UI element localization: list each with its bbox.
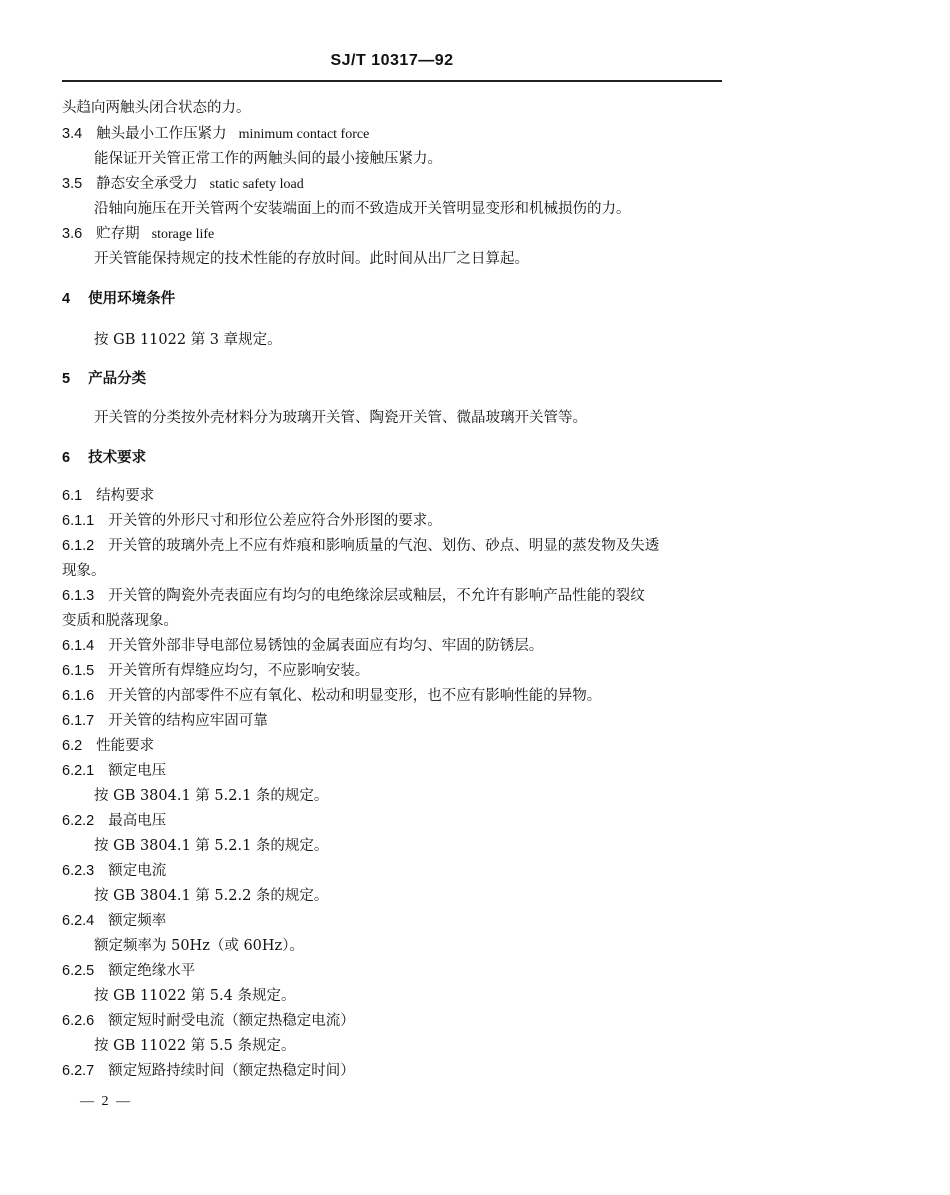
clause-number: 6.2.4 — [62, 913, 95, 929]
clause-6-2-4-body: 额定频率为 50Hz（或 60Hz）。 — [94, 938, 304, 954]
clause-6-1-2 — [62, 536, 659, 556]
clause-number: 6.1.5 — [62, 663, 95, 679]
section-5-body: 开关管的分类按外壳材料分为玻璃开关管、陶瓷开关管、微晶玻璃开关管等。 — [94, 410, 587, 426]
clause-number: 6.1.4 — [62, 638, 95, 654]
clause-text: 开关管外部非导电部位易锈蚀的金属表面应有均匀、牢固的防锈层。 — [108, 638, 544, 654]
clause-6-2-2-body: 按 GB 3804.1 第 5.2.1 条的规定。 — [94, 838, 329, 854]
clause-text: 额定短时耐受电流（额定热稳定电流） — [108, 1013, 355, 1029]
clause-6-2-1 — [62, 761, 166, 781]
clause-number: 6.2.5 — [62, 963, 95, 979]
section-number: 6 — [62, 450, 71, 466]
clause-number: 6.1.2 — [62, 538, 95, 554]
term-zh: 贮存期 — [96, 226, 140, 242]
section-number: 5 — [62, 371, 71, 387]
term-zh: 触头最小工作压紧力 — [96, 126, 227, 142]
clause-text: 结构要求 — [96, 488, 155, 504]
clause-6-2-3 — [62, 861, 166, 881]
clause-number: 6.1.3 — [62, 588, 95, 604]
clause-text: 最高电压 — [108, 813, 167, 829]
clause-number: 6.1.7 — [62, 713, 95, 729]
clause-6-1-7 — [62, 711, 268, 731]
term-en: minimum contact force — [238, 127, 370, 142]
clause-6-1-5 — [62, 661, 369, 681]
term-3-5 — [62, 174, 304, 195]
clause-6-2-3-body: 按 GB 3804.1 第 5.2.2 条的规定。 — [94, 888, 329, 904]
clause-text: 开关管的结构应牢固可靠 — [108, 713, 268, 729]
term-en: static safety load — [209, 177, 304, 192]
clause-6-1-4 — [62, 636, 543, 656]
clause-6-2-5-body: 按 GB 11022 第 5.4 条规定。 — [94, 988, 296, 1004]
clause-text: 开关管所有焊缝应均匀，不应影响安装。 — [108, 663, 370, 679]
term-zh: 静态安全承受力 — [96, 176, 198, 192]
term-3-4-definition: 能保证开关管正常工作的两触头间的最小接触压紧力。 — [94, 151, 442, 167]
section-title: 技术要求 — [88, 450, 147, 466]
header-divider — [62, 80, 722, 82]
clause-number: 6.2.1 — [62, 763, 95, 779]
section-5-heading — [62, 369, 146, 389]
clause-6-1-1 — [62, 511, 442, 531]
standard-code-header: SJ/T 10317—92 — [330, 52, 454, 69]
clause-number: 3.5 — [62, 176, 83, 192]
term-en: storage life — [151, 227, 215, 242]
clause-text: 额定频率 — [108, 913, 167, 929]
clause-6-2-6 — [62, 1011, 355, 1031]
clause-6-1-3-continuation: 变质和脱落现象。 — [62, 613, 178, 629]
clause-text: 开关管的外形尺寸和形位公差应符合外形图的要求。 — [108, 513, 442, 529]
clause-6-1-3 — [62, 586, 645, 606]
term-3-5-definition: 沿轴向施压在开关管两个安装端面上的而不致造成开关管明显变形和机械损伤的力。 — [94, 201, 631, 217]
clause-6-2-1-body: 按 GB 3804.1 第 5.2.1 条的规定。 — [94, 788, 329, 804]
section-6-heading — [62, 448, 146, 468]
section-4-body: 按 GB 11022 第 3 章规定。 — [94, 332, 282, 348]
clause-number: 6.2.2 — [62, 813, 95, 829]
clause-number: 6.1.6 — [62, 688, 95, 704]
clause-number: 6.2.3 — [62, 863, 95, 879]
clause-6-2 — [62, 736, 154, 756]
clause-text: 额定电流 — [108, 863, 167, 879]
clause-number: 3.6 — [62, 226, 83, 242]
clause-number: 6.2.6 — [62, 1013, 95, 1029]
clause-text: 开关管的玻璃外壳上不应有炸痕和影响质量的气泡、划伤、砂点、明显的蒸发物及失透 — [108, 538, 660, 554]
clause-6-2-4 — [62, 911, 166, 931]
clause-number: 6.1.1 — [62, 513, 95, 529]
clause-6-1-2-continuation: 现象。 — [62, 563, 106, 579]
clause-6-2-7 — [62, 1061, 355, 1081]
clause-number: 6.2.7 — [62, 1063, 95, 1079]
clause-text: 开关管的内部零件不应有氧化、松动和明显变形，也不应有影响性能的异物。 — [108, 688, 602, 704]
clause-number: 6.2 — [62, 738, 83, 754]
clause-text: 额定绝缘水平 — [108, 963, 196, 979]
clause-text: 性能要求 — [96, 738, 155, 754]
clause-number: 6.1 — [62, 488, 83, 504]
section-title: 使用环境条件 — [88, 291, 176, 307]
clause-6-1 — [62, 486, 154, 506]
term-3-6 — [62, 224, 214, 245]
term-3-4 — [62, 124, 369, 145]
clause-6-2-2 — [62, 811, 166, 831]
clause-6-2-6-body: 按 GB 11022 第 5.5 条规定。 — [94, 1038, 296, 1054]
clause-6-2-5 — [62, 961, 195, 981]
section-title: 产品分类 — [88, 371, 147, 387]
clause-6-1-6 — [62, 686, 601, 706]
term-3-6-definition: 开关管能保持规定的技术性能的存放时间。此时间从出厂之日算起。 — [94, 251, 529, 267]
continuation-text: 头趋向两触头闭合状态的力。 — [62, 100, 251, 116]
clause-text: 额定短路持续时间（额定热稳定时间） — [108, 1063, 355, 1079]
clause-text: 开关管的陶瓷外壳表面应有均匀的电绝缘涂层或釉层，不允许有影响产品性能的裂纹 — [108, 588, 645, 604]
section-number: 4 — [62, 291, 71, 307]
page-number: — 2 — — [80, 1094, 132, 1109]
clause-number: 3.4 — [62, 126, 83, 142]
clause-text: 额定电压 — [108, 763, 167, 779]
section-4-heading — [62, 289, 175, 309]
